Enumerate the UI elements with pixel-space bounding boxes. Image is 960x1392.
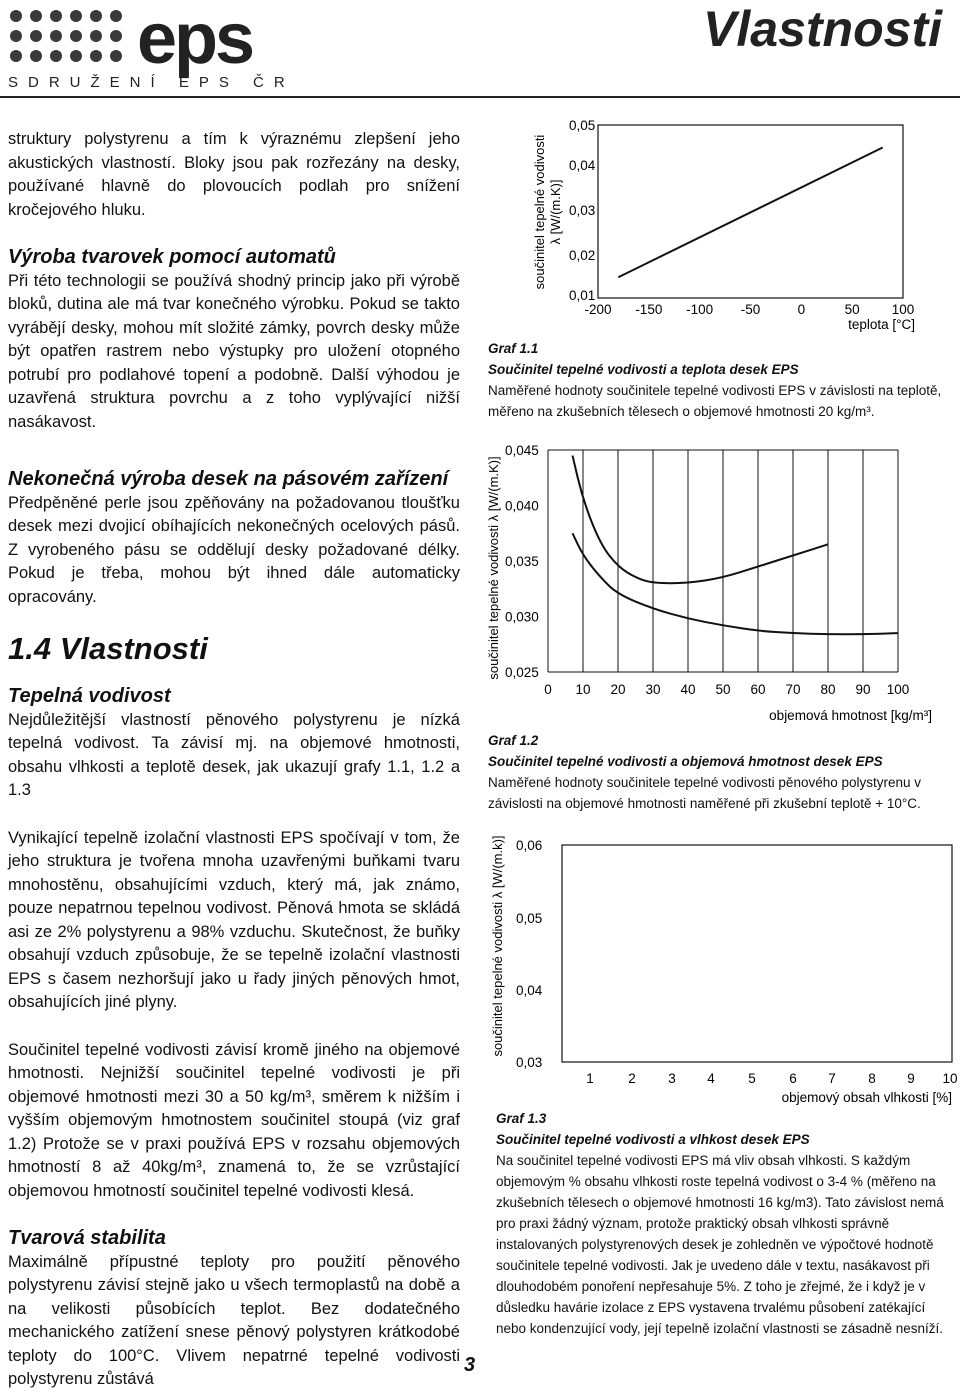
y-axis-label: součinitel tepelné vodivosti λ [W/(m.k)] [490, 835, 505, 1057]
page-title: Vlastnosti [703, 1, 942, 57]
x-tick-label: -50 [740, 302, 761, 317]
x-tick-label: 6 [789, 1071, 797, 1086]
plot-frame [562, 845, 952, 1062]
y-tick-label: 0,06 [516, 838, 543, 853]
y-tick-label: 0,01 [569, 288, 596, 303]
y-tick-label: 0,05 [516, 911, 543, 926]
x-tick-label: 30 [645, 682, 661, 697]
heading-automat: Výroba tvarovek pomocí automatů [8, 246, 336, 268]
y-axis-label: součinitel tepelné vodivosti [532, 134, 547, 290]
logo-subtitle: SDRUŽENÍ EPS ČR [8, 74, 295, 91]
section-heading: 1.4 Vlastnosti [8, 631, 208, 666]
x-tick-label: 20 [610, 682, 626, 697]
y-tick-label: 0,05 [569, 118, 596, 133]
x-tick-label: 60 [750, 682, 766, 697]
x-tick-label: 100 [891, 302, 915, 317]
caption-text: Naměřené hodnoty součinitele tepelné vodivosti pěnového polystyrenu v závislosti na objemové hmotnosti naměřené při zkušební teplotě + 10°C. [488, 775, 922, 811]
x-tick-label: 100 [886, 682, 910, 697]
paragraph: Maximálně přípustné teploty pro použití pěnového polystyrenu závisí stejně jako u všech termoplastů na době a na velikosti působících teplot. Bez dodatečného mechanického zatížení snese pěnový polystyren krátkodobé teploty do 100°C. Vlivem nepatrné tepelné vodivosti polystyrenu zůstává [8, 1252, 460, 1388]
x-tick-label: 8 [868, 1071, 876, 1086]
heading-tvarova: Tvarová stabilita [8, 1227, 166, 1249]
logo-dots [8, 8, 128, 66]
paragraph: Předpěněné perle jsou zpěňovány na požadovanou tloušťku desek mezi dvojicí obíhajících nekonečných ocelových pásů. Z vyrobeného pásu se oddělují desky požadované délky. Pokud je třeba, mohou být ihned dále automaticky opracovány. [8, 493, 460, 606]
x-tick-label: 3 [668, 1071, 676, 1086]
paragraph: Nejdůležitější vlastností pěnového polystyrenu je nízká tepelná vodivost. Ta závisí mj. na objemové hmotnosti, obsahu vlhkosti a teplotě desek, jak ukazují grafy 1.1, 1.2 a 1.3 [8, 710, 460, 799]
caption-title: Součinitel tepelné vodivosti a teplota desek EPS [488, 362, 799, 377]
caption-title: Součinitel tepelné vodivosti a objemová hmotnost desek EPS [488, 754, 883, 769]
series-line-upper [573, 456, 829, 584]
caption-label: Graf 1.2 [488, 733, 539, 748]
logo-wordmark: eps [137, 0, 253, 79]
paragraph: Součinitel tepelné vodivosti závisí kromě jiného na objemové hmotnosti. Nejnižší součinitel tepelné vodivosti je při objemové hmotnosti mezi 30 a 50 kg/m³, směrem k nižším i vyšším objemovým hmotnostem součinitel stoupá (viz graf 1.2) Protože se v praxi používá EPS v rozsahu objemových hmotností 8 až 40kg/m³, znamená to, že se vzrůstající objemovou hmotností součinitel tepelné vodivosti klesá. [8, 1040, 460, 1200]
y-axis-label: součinitel tepelné vodivosti λ [W/(m.K)] [486, 456, 501, 680]
paragraph: Vynikající tepelně izolační vlastnosti EPS spočívají v tom, že jeho struktura je tvořena mnoha uzavřenými buňkami tvaru mnohostěnu, obsahujícími vzduch, který má, jak známo, pouze nepatrnou tepelnou vodivost. Pěnová hmota se skládá asi ze 2% polystyrenu a 98% vzduchu. Skutečnost, že buňky obsahují vzduch způsobuje, že se tepelně izolační vlastnosti EPS s časem nezhoršují jako u řady jiných pěnových hmot, obsahujících jiné plyny. [8, 828, 460, 1011]
x-tick-label: 9 [907, 1071, 915, 1086]
y-tick-label: 0,035 [505, 554, 539, 569]
series-line [618, 147, 882, 277]
y-tick-label: 0,025 [505, 665, 539, 680]
heading-nekonecna: Nekonečná výroba desek na pásovém zařízení [8, 468, 449, 490]
x-tick-label: 0 [797, 302, 806, 317]
y-tick-label: 0,040 [505, 498, 539, 514]
y-axis-label: λ [W/(m.K)] [548, 179, 563, 245]
x-tick-label: 1 [586, 1071, 594, 1086]
caption-label: Graf 1.1 [488, 341, 539, 356]
y-tick-label: 0,045 [505, 443, 539, 458]
x-tick-label: 50 [715, 682, 731, 697]
caption-graf-1-2 [488, 730, 950, 814]
x-tick-label: 90 [855, 682, 871, 697]
y-tick-label: 0,03 [569, 203, 596, 218]
x-tick-label: 0 [544, 682, 552, 697]
y-tick-label: 0,030 [505, 609, 539, 625]
x-tick-label: 40 [680, 682, 696, 697]
left-column [8, 128, 460, 1392]
paragraph: struktury polystyrenu a tím k výraznému zlepšení jeho akustických vlastností. Bloky jsou pak rozřezány na desky, používané hlavně do plovoucích podlah pro snížení kročejového hluku. [8, 130, 460, 219]
caption-text: Naměřené hodnoty součinitele tepelné vodivosti EPS v závislosti na teplotě, měřeno na zkušebních tělesech o objemové hmotnosti 20 kg/m³. [488, 383, 942, 419]
x-tick-label: 2 [628, 1071, 636, 1086]
plot-frame [598, 125, 903, 298]
x-tick-label: 50 [844, 302, 860, 317]
page-number: 3 [464, 1354, 476, 1376]
x-axis-label: objemová hmotnost [kg/m³] [769, 708, 932, 723]
series-line-lower [573, 533, 899, 634]
y-tick-label: 0,03 [516, 1055, 543, 1070]
x-tick-label: -100 [686, 302, 714, 317]
caption-graf-1-1 [488, 338, 950, 422]
heading-tepelna: Tepelná vodivost [8, 685, 171, 707]
y-tick-label: 0,04 [516, 983, 543, 998]
x-tick-label: 80 [820, 682, 836, 697]
caption-title: Součinitel tepelné vodivosti a vlhkost desek EPS [496, 1132, 810, 1147]
caption-text: Na součinitel tepelné vodivosti EPS má vliv obsah vlhkosti. S každým objemovým % obsahu vlhkosti roste tepelná vodivost o 3-4 % (měřeno na zkušebních tělesech o objemové hmotnosti 16 kg/m3). Tato závislost nemá pro praxi žádný význam, protože praktický obsah vlhkosti správně instalovaných polystyrenových desek je zohledněn ve výpočtové hodnotě součinitele tepelné vodivosti. Jak je uvedeno dále v textu, nasákavost při dlouhodobém ponoření nepřesahuje 5%. Z toho je zřejmé, že i když je v důsledku havárie izolace z EPS vystavena trvalému působení zatékající nebo kondenzující vody, její tepelně izolační vlastnosti se zásadně nesníží. [496, 1153, 944, 1336]
x-tick-label: 5 [748, 1071, 756, 1086]
y-tick-label: 0,02 [569, 248, 596, 263]
header-rule [0, 96, 960, 98]
x-tick-label: 10 [575, 682, 591, 697]
y-tick-label: 0,04 [569, 158, 596, 173]
caption-graf-1-3 [496, 1108, 954, 1339]
x-tick-label: 70 [785, 682, 801, 697]
x-tick-label: -150 [635, 302, 663, 317]
x-axis-label: objemový obsah vlhkosti [%] [781, 1090, 952, 1105]
x-tick-label: 7 [828, 1071, 836, 1086]
caption-label: Graf 1.3 [496, 1111, 547, 1126]
x-tick-label: 4 [707, 1071, 715, 1086]
x-tick-label: 10 [942, 1071, 958, 1086]
x-axis-label: teplota [°C] [848, 317, 915, 332]
x-tick-label: -200 [584, 302, 612, 317]
paragraph: Při této technologii se používá shodný princip jako při výrobě bloků, dutina ale má tvar konečného výrobku. Pokud se takto vyrábějí desky, mohou mít složité zámky, povrch desky může být opatřen rastrem nebo výstupky pro uložení otopného potrubí pro podlahové topení a podobně. Další výhodou je uzavřená struktura povrchu a z toho vyplývající nižší nasákavost. [8, 271, 460, 431]
